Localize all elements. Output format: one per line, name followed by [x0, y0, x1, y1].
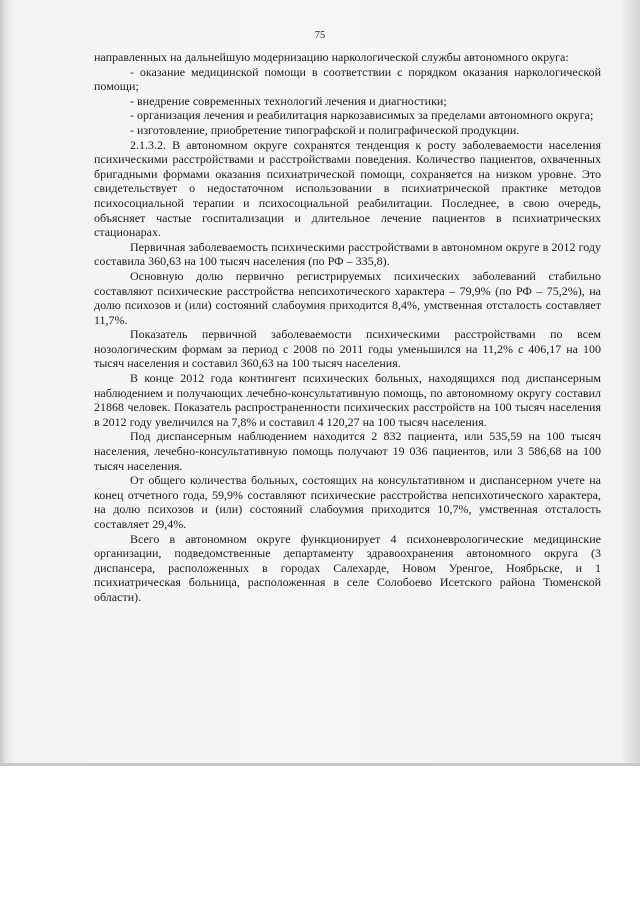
- paragraph: От общего количества больных, состоящих на консультативном и диспансерном учете на конец отчетного года, 59,9% составляют психические расстройства непсихотического характера, на долю психозов и (или) состояний слабоумия приходится 10,7%, умственная отсталость составляет 29,4%.: [94, 473, 601, 531]
- document-body: [94, 50, 601, 605]
- paragraph: направленных на дальнейшую модернизацию наркологической службы автономного округа:: [94, 50, 569, 64]
- paragraph: Всего в автономном округе функционирует 4 психоневрологические медицинские организации, подведомственные департаменту здравоохранения автономного округа (3 диспансера, расположенных в городах Салехарде, Новом Уренгое, Ноябрьске, и 1 психиатрическая больница, расположенная в селе Солобоево Исетского района Тюменской области).: [94, 531, 601, 604]
- paragraph: Первичная заболеваемость психическими расстройствами в автономном округе в 2012 году составила 360,63 на 100 тысяч населения (по РФ – 335,8).: [94, 239, 601, 269]
- paragraph: Основную долю первично регистрируемых психических заболеваний стабильно составляют психические расстройства непсихотического характера – 79,9% (по РФ – 75,2%), на долю психозов и (или) состояний слабоумия приходится 8,4%, умственная отсталость составляет 11,7%.: [94, 268, 601, 327]
- paragraph: В конце 2012 года контингент психических больных, находящихся под диспансерным наблюдением и получающих лечебно-консультативную помощь, по автономному округу составил 21868 человек. Показатель распространенности психических расстройств на 100 тысяч населения в 2012 году увеличился на 7,8% и составил 4 120,27 на 100 тысяч населения.: [94, 371, 601, 429]
- paragraph: Показатель первичной заболеваемости психическими расстройствами по всем нозологическим формам за период с 2008 по 2011 годы уменьшился на 11,2% с 406,17 на 100 тысяч населения и составил 360,63 на 100 тысяч населения.: [94, 327, 601, 371]
- list-item: - оказание медицинской помощи в соответствии с порядком оказания наркологической помощи;: [94, 64, 601, 94]
- page-number: 75: [314, 30, 326, 41]
- list-item: - изготовление, приобретение типографской и полиграфической продукции.: [130, 122, 520, 137]
- paragraph: Под диспансерным наблюдением находится 2 832 пациента, или 535,59 на 100 тысяч населения, лечебно-консультативную помощь получают 19 036 пациентов, или 3 586,68 на 100 тысяч населения.: [94, 429, 601, 473]
- paragraph: 2.1.3.2. В автономном округе сохранятся тенденция к росту заболеваемости населения психическими расстройствами и расстройствами поведения. Количество пациентов, охваченных бригадными формами оказания психиатрической помощи, сохраняется на низком уровне. Это свидетельствует о недостаточном использовании в психиатрической практике методов психосоциальной терапии и психосоциальной реабилитации. Последнее, в свою очередь, объясняет частые госпитализации и длительное лечение пациентов в психиатрических стационарах.: [94, 137, 601, 240]
- list-item: - внедрение современных технологий лечения и диагностики;: [130, 93, 447, 108]
- list-item: - организация лечения и реабилитация наркозависимых за пределами автономного округа;: [130, 108, 594, 123]
- scan-edge: [0, 763, 640, 766]
